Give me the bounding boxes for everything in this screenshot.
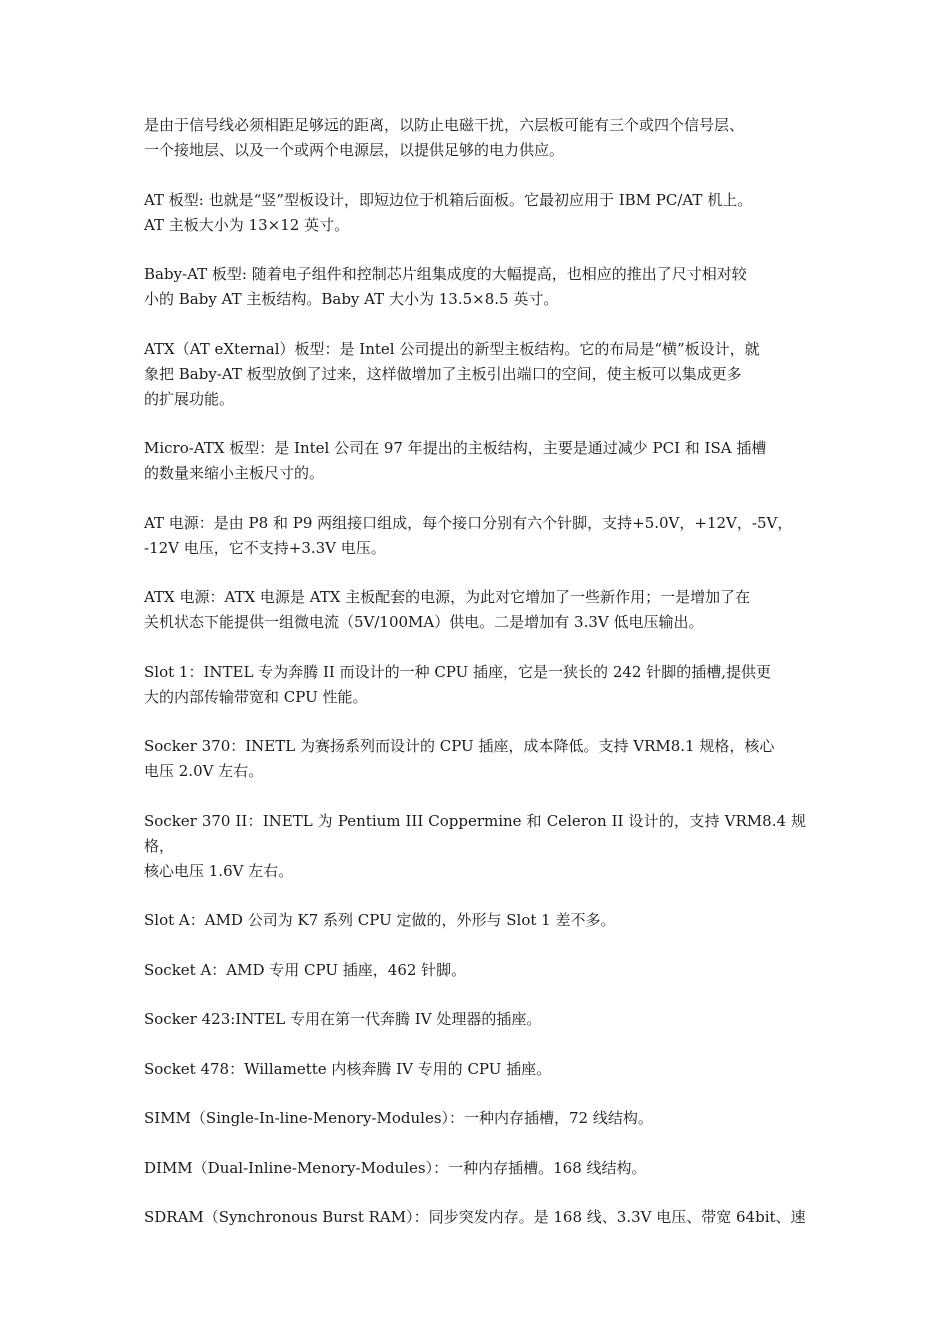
paragraph-14: Socket 478：Willamette 内核奔腾 IV 专用的 CPU 插座。 <box>144 1059 552 1078</box>
paragraph-9: Socker 370：INETL 为赛扬系列而设计的 CPU 插座，成本降低。支持 VRM8.1 规格，核心 电压 2.0V 左右。 <box>144 737 775 780</box>
paragraph-12: Socket A：AMD 专用 CPU 插座，462 针脚。 <box>144 960 467 979</box>
paragraph-16: DIMM（Dual-Inline-Menory-Modules）：一种内存插槽。168 线结构。 <box>144 1158 647 1177</box>
paragraph-2: AT 板型: 也就是“竖”型板设计，即短边位于机箱后面板。它最初应用于 IBM PC/AT 机上。 AT 主板大小为 13×12 英寸。 <box>144 190 753 234</box>
paragraph-4: ATX（AT eXternal）板型：是 Intel 公司提出的新型主板结构。它的布局是“横”板设计，就 象把 Baby-AT 板型放倒了过来，这样做增加了主板引出端口的空间，使主板可以集成更多 的扩展功能。 <box>144 339 760 408</box>
paragraph-3: Baby-AT 板型: 随着电子组件和控制芯片组集成度的大幅提高，也相应的推出了尺寸相对较 小的 Baby AT 主板结构。Baby AT 大小为 13.5×8.5 英寸。 <box>144 265 747 308</box>
paragraph-13: Socker 423:INTEL 专用在第一代奔腾 IV 处理器的插座。 <box>144 1010 542 1028</box>
paragraph-17: SDRAM（Synchronous Burst RAM）：同步突发内存。是 168 线、3.3V 电压、带宽 64bit、速 <box>144 1208 806 1226</box>
paragraph-11: Slot A：AMD 公司为 K7 系列 CPU 定做的，外形与 Slot 1 差不多。 <box>144 911 616 929</box>
paragraph-7: ATX 电源：ATX 电源是 ATX 主板配套的电源，为此对它增加了一些新作用；一是增加了在 关机状态下能提供一组微电流（5V/100MA）供电。二是增加有 3.3V 低电压输出。 <box>144 588 751 631</box>
paragraph-1: 是由于信号线必须相距足够远的距离，以防止电磁干扰，六层板可能有三个或四个信号层、 一个接地层、以及一个或两个电源层，以提供足够的电力供应。 <box>144 116 745 159</box>
document-body <box>144 113 806 1230</box>
paragraph-5: Micro-ATX 板型：是 Intel 公司在 97 年提出的主板结构，主要是通过减少 PCI 和 ISA 插槽 的数量来缩小主板尺寸的。 <box>144 439 767 482</box>
paragraph-15: SIMM（Single-In-line-Menory-Modules）：一种内存插槽，72 线结构。 <box>144 1109 653 1127</box>
paragraph-8: Slot 1：INTEL 专为奔腾 II 而设计的一种 CPU 插座，它是一狭长的 242 针脚的插槽,提供更 大的内部传输带宽和 CPU 性能。 <box>144 662 771 706</box>
paragraph-10: Socker 370 II：INETL 为 Pentium III Coppermine 和 Celeron II 设计的，支持 VRM8.4 规格， 核心电压 1.6V 左右。 <box>144 811 806 880</box>
paragraph-6: AT 电源：是由 P8 和 P9 两组接口组成，每个接口分别有六个针脚，支持+5.0V，+12V，-5V， -12V 电压，它不支持+3.3V 电压。 <box>144 513 793 557</box>
